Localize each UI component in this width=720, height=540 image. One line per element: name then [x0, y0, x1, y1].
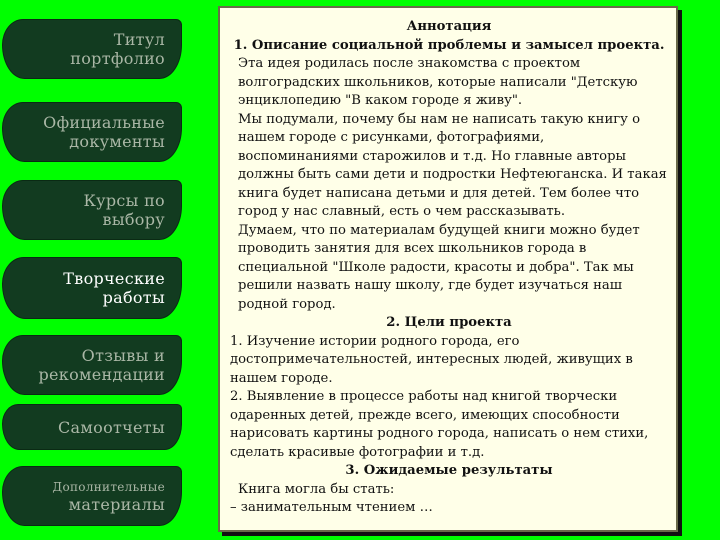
nav-line: Отзывы и — [81, 346, 165, 365]
paragraph: Думаем, что по материалам будущей книги можно будет проводить занятия для всех школьников города в специальной "Школе радости, красоты и добра". Так мы решили назвать нашу школу, где будет изучаться наш родной город. — [238, 222, 640, 312]
nav-line: портфолио — [70, 49, 165, 68]
annotation-panel — [218, 6, 678, 532]
nav-label — [63, 269, 165, 307]
nav-official-documents[interactable] — [3, 103, 181, 161]
nav-line: Самоотчеты — [58, 417, 165, 437]
nav-line: Официальные — [43, 113, 165, 132]
nav-additional-materials[interactable] — [3, 467, 181, 525]
section-heading-1: 1. Описание социальной проблемы и замысел проекта. — [233, 37, 665, 53]
paragraph: Эта идея родилась после знакомства с проектом волгоградских школьников, которые написали "Детскую энциклопедию "В каком городе я живу". — [238, 56, 638, 108]
nav-label — [58, 418, 165, 437]
nav-elective-courses[interactable] — [3, 181, 181, 239]
nav-line: Титул — [113, 30, 165, 49]
paragraph: 1. Изучение истории родного города, его достопримечательностей, интересных людей, живущих в нашем городе. — [230, 333, 633, 386]
nav-line: Курсы по — [83, 191, 165, 210]
nav-label — [83, 191, 165, 229]
paragraph: Мы подумали, почему бы нам не написать такую книгу о нашем городе с рисунками, фотографиями, воспоминаниями старожилов и т.д. Но главные авторы должны быть сами дети и подростки Нефтеюганска. И такая книга будет написана детьми и для детей. Тем более что город у нас славный, есть о чем рассказывать. — [238, 111, 667, 219]
portfolio-nav — [0, 0, 190, 540]
nav-line: рекомендации — [38, 365, 165, 384]
nav-line: материалы — [68, 494, 165, 514]
paragraph: – занимательным чтением … — [230, 500, 433, 515]
nav-label — [43, 113, 165, 151]
section-heading-3: 3. Ожидаемые результаты — [345, 463, 553, 478]
section-heading-2: 2. Цели проекта — [386, 315, 512, 330]
nav-title-portfolio[interactable] — [3, 20, 181, 78]
nav-self-reports[interactable] — [3, 405, 181, 449]
nav-reviews-recommendations[interactable] — [3, 336, 181, 394]
annotation-title: Аннотация — [406, 19, 492, 34]
nav-creative-works[interactable] — [3, 258, 181, 318]
paragraph: 2. Выявление в процессе работы над книгой творчески одаренных детей, прежде всего, имеющих способности нарисовать картины родного города, написать о нем стихи, сделать красивые фотографии и т.д. — [230, 389, 649, 460]
nav-line: Творческие — [63, 269, 165, 288]
nav-line: работы — [102, 288, 165, 307]
nav-label — [52, 479, 165, 514]
nav-line: выбору — [102, 210, 165, 229]
paragraph: Книга могла бы стать: — [238, 481, 395, 497]
nav-label — [70, 30, 165, 68]
nav-line: Дополнительные — [52, 479, 165, 494]
nav-line: документы — [69, 132, 165, 151]
nav-label — [38, 346, 165, 384]
